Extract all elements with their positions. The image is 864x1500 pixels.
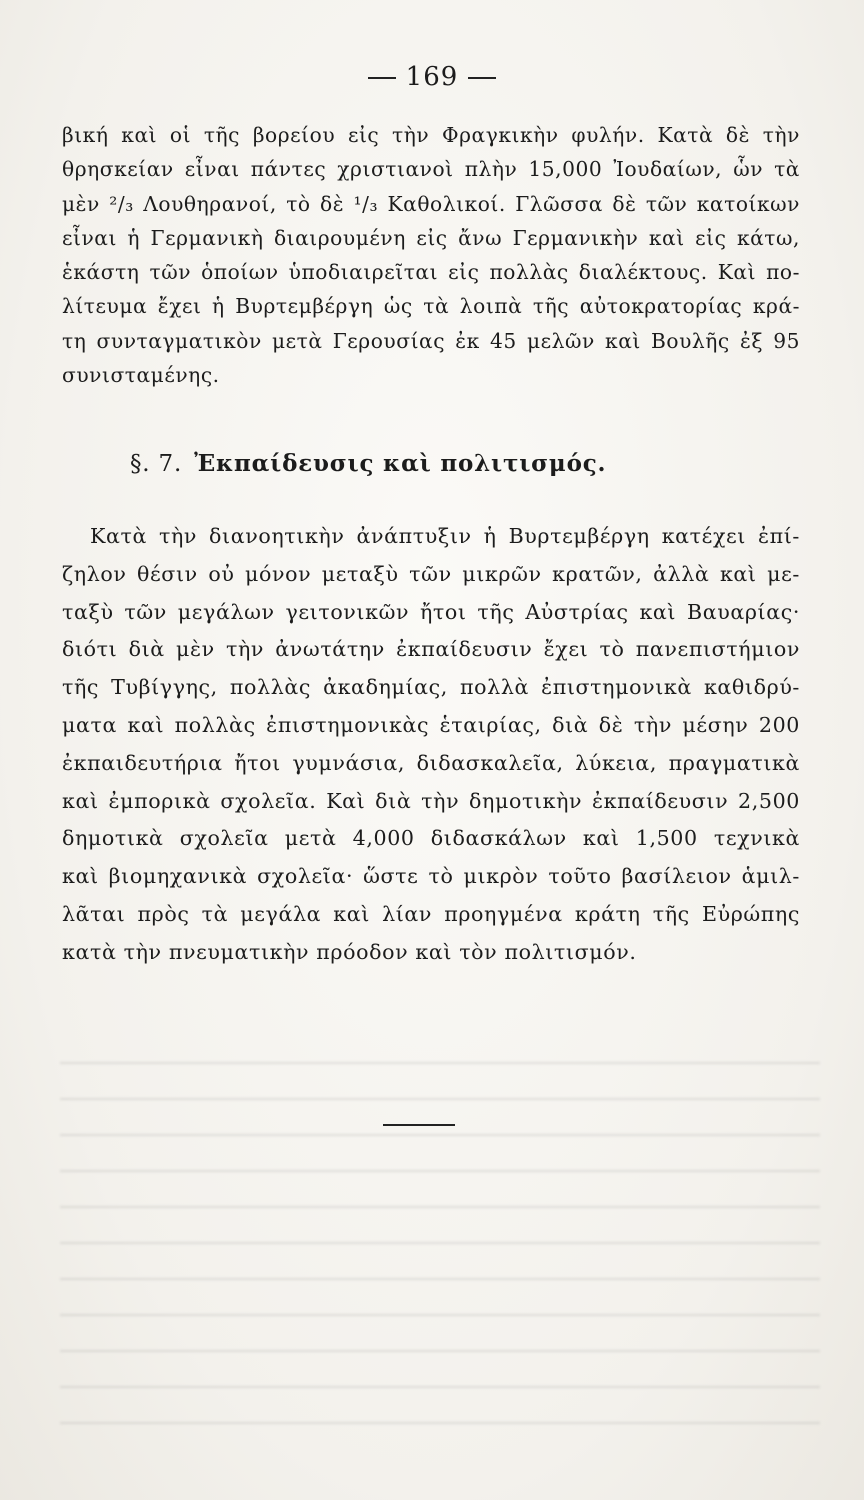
text-line: ταξὺ τῶν μεγάλων γειτονικῶν ἤτοι τῆς Αὐστρίας καὶ Βαυαρίας· [62,599,800,624]
text-line: βική καὶ οἱ τῆς βορείου εἰς τὴν Φραγκικὴν φυλήν. Κατὰ δὲ τὴν [62,123,800,147]
paragraph-education [62,518,800,972]
section-heading [130,450,606,477]
page-number [0,62,864,92]
text-line: μὲν ²/₃ Λουθηρανοί, τὸ δὲ ¹/₃ Καθολικοί. Γλῶσσα δὲ τῶν κατοίκων [62,191,800,216]
dash-left [368,77,396,79]
text-line: κατὰ τὴν πνευματικὴν πρόοδον καὶ τὸν πολιτισμόν. [62,939,637,964]
text-line: εἶναι ἡ Γερμανικὴ διαιρουμένη εἰς ἄνω Γερμανικὴν καὶ εἰς κάτω, [62,225,800,250]
dash-right [468,77,496,79]
text-line: διότι διὰ μὲν τὴν ἀνωτάτην ἐκπαίδευσιν ἔχει τὸ πανεπιστήμιον [62,637,800,662]
text-line: Κατὰ τὴν διανοητικὴν ἀνάπτυξιν ἡ Βυρτεμβέργη κατέχει ἐπί- [90,524,800,548]
text-line: τῆς Τυβίγγης, πολλὰς ἀκαδημίας, πολλὰ ἐπιστημονικὰ καθιδρύ- [62,675,800,700]
text-line: λᾶται πρὸς τὰ μεγάλα καὶ λίαν προηγμένα κράτη τῆς Εὐρώπης [62,901,800,926]
paragraph-population [62,118,800,392]
text-line: καὶ ἐμπορικὰ σχολεῖα. Καὶ διὰ τὴν δημοτικὴν ἐκπαίδευσιν 2,500 [62,788,800,813]
text-line: λίτευμα ἔχει ἡ Βυρτεμβέργη ὡς τὰ λοιπὰ τῆς αὐτοκρατορίας κρά- [62,294,800,319]
text-line: ἐκπαιδευτήρια ἤτοι γυμνάσια, διδασκαλεῖα, λύκεια, πραγματικὰ [62,750,800,775]
section-number: §. 7. [130,451,183,477]
text-line: συνισταμένης. [62,363,220,388]
bleed-through-texture [60,1040,820,1440]
section-end-rule [383,1124,455,1126]
text-line: θρησκείαν εἶναι πάντες χριστιανοὶ πλὴν 15,000 Ἰουδαίων, ὧν τὰ [62,157,800,182]
text-line: ἑκάστη τῶν ὁποίων ὑποδιαιρεῖται εἰς πολλὰς διαλέκτους. Καὶ πο- [62,260,800,285]
text-line: ζηλον θέσιν οὐ μόνον μεταξὺ τῶν μικρῶν κρατῶν, ἀλλὰ καὶ με- [62,561,800,586]
text-line: ματα καὶ πολλὰς ἐπιστημονικὰς ἑταιρίας, διὰ δὲ τὴν μέσην 200 [62,712,800,737]
page-number-value: 169 [405,62,459,92]
text-line: δημοτικὰ σχολεῖα μετὰ 4,000 διδασκάλων καὶ 1,500 τεχνικὰ [62,826,800,851]
text-line: τη συνταγματικὸν μετὰ Γερουσίας ἐκ 45 μελῶν καὶ Βουλῆς ἐξ 95 [62,328,800,353]
text-line: καὶ βιομηχανικὰ σχολεῖα· ὥστε τὸ μικρὸν τοῦτο βασίλειον ἁμιλ- [62,864,800,889]
section-title: Ἐκπαίδευσις καὶ πολιτισμός. [194,450,607,477]
